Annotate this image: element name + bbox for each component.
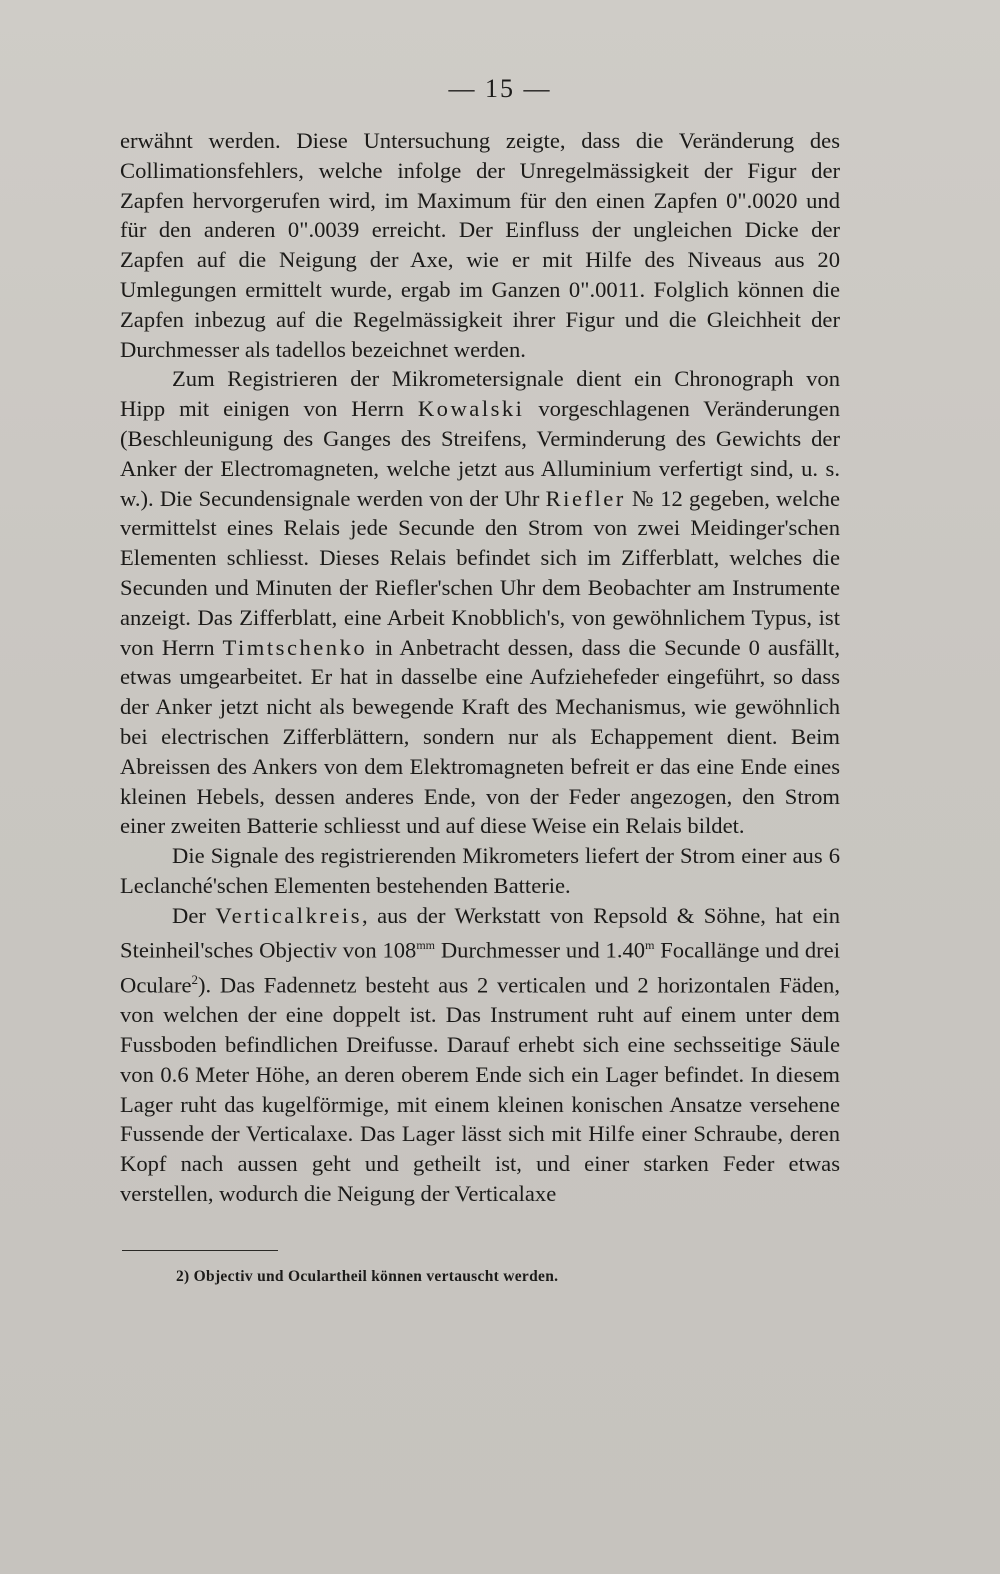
name-kowalski: Kowalski	[417, 396, 525, 422]
footnote-divider	[122, 1250, 278, 1251]
paragraph-3: Die Signale des registrierenden Mikrometers liefert der Strom einer aus 6 Leclanché'schen Elementen bestehenden Batterie.	[120, 843, 840, 898]
paragraph-2-text-a: Zum Registrieren der Mikrometersignale dient ein Chronograph von Hipp mit einigen von Herrn	[120, 366, 840, 422]
paragraph-2	[120, 364, 840, 841]
paragraph-2-text-c: № 12 gegeben, welche vermittelst eines Relais jede Secunde den Strom von zwei Meidinger'schen Elementen schliesst. Dieses Relais befindet sich im Zifferblatt, welches die Secunden und Minuten der Riefler'schen Uhr dem Beobachter am Instrumente anzeigt. Das Zifferblatt, eine Arbeit Knobblich's, von gewöhnlichem Typus, ist von Herrn	[120, 485, 841, 660]
unit-m: m	[645, 937, 655, 952]
paragraph-1: erwähnt werden. Diese Untersuchung zeigte, dass die Veränderung des Collimationsfehlers, welche infolge der Unregelmässigkeit der Figur der Zapfen hervorgerufen wird, im Maximum für den einen Zapfen 0".0020 und für den anderen 0".0039 erreicht. Der Einfluss der ungleichen Dicke der Zapfen auf die Neigung der Axe, wie er mit Hilfe des Niveaus aus 20 Umlegungen ermittelt wurde, ergab im Ganzen 0".0011. Folglich können die Zapfen inbezug auf die Regelmässigkeit ihrer Figur und die Gleichheit der Durchmesser als tadellos bezeichnet werden.	[120, 128, 840, 362]
footnote-reference: 2	[191, 971, 198, 987]
paragraph-2-text-b: vorgeschlagenen Veränderungen (Beschleunigung des Ganges des Streifens, Verminderung des Gewichts der Anker der Electromagneten, welche jetzt aus Alluminium verfertigt sind, u. s. w.). Die Secundensignale werden von der Uhr	[120, 396, 841, 511]
paragraph-4-text-d: Focallänge und drei Oculare	[120, 937, 840, 998]
paragraph-4	[120, 901, 840, 1209]
paragraph-4-text-b: , aus der Werkstatt von Repsold & Söhne, hat ein Steinheil'sches Objectiv von 108	[120, 902, 840, 963]
name-timtschenko: Timtschenko	[222, 634, 368, 660]
paragraph-4-text-e: ). Das Fadennetz besteht aus 2 verticalen und 2 horizontalen Fäden, von welchen der eine doppelt ist. Das Instrument ruht auf einem unter dem Fussboden befindlichen Dreifusse. Darauf erhebt sich eine sechsseitige Säule von 0.6 Meter Höhe, an deren oberem Ende sich ein Lager befindet. In diesem Lager ruht das kugelförmige, mit einem kleinen konischen Ansatze versehene Fussende der Verticalaxe. Das Lager lässt sich mit Hilfe einer Schraube, deren Kopf nach aussen geht und getheilt ist, und einer starken Feder etwas verstellen, wodurch die Neigung der Verticalaxe	[120, 972, 840, 1206]
name-riefler: Riefler	[545, 485, 626, 511]
body-text	[120, 126, 840, 1209]
term-verticalkreis: Verticalkreis	[215, 902, 362, 928]
footnote: 2) Objectiv und Oculartheil können vertauscht werden.	[176, 1268, 559, 1285]
paragraph-2-text-d: in Anbetracht dessen, dass die Secunde 0 ausfällt, etwas umgearbeitet. Er hat in dasselbe eine Aufziehefeder eingeführt, so dass der Anker jetzt nicht als bewegende Kraft des Mechanismus, wie gewöhnlich bei electrischen Zifferblättern, sondern nur als Echappement dient. Beim Abreissen des Ankers von dem Elektromagneten befreit er das eine Ende eines kleinen Hebels, dessen anderes Ende, von der Feder angezogen, den Strom einer zweiten Batterie schliesst und auf diese Weise ein Relais bildet.	[120, 634, 840, 839]
unit-mm: mm	[416, 937, 436, 952]
paragraph-4-text-c: Durchmesser und 1.40	[435, 937, 646, 963]
paragraph-4-text-a: Der	[172, 902, 216, 928]
page-number: — 15 —	[448, 74, 552, 103]
